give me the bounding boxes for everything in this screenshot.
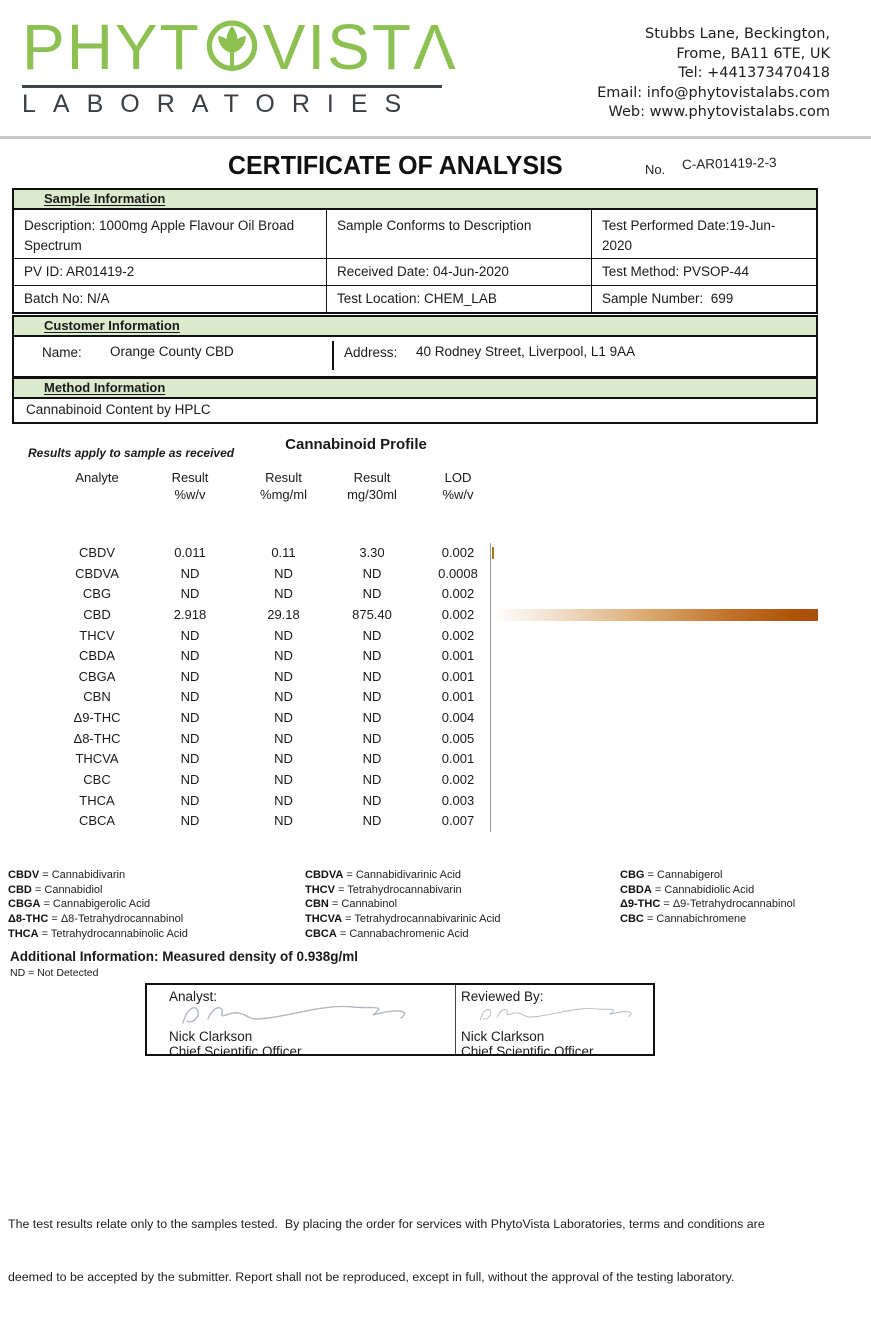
- sample-info-cell: Test Method: PVSOP-44: [592, 259, 816, 286]
- result-mg-30ml: ND: [362, 689, 382, 705]
- result-row: [52, 605, 871, 626]
- legend-entry: CBGA = Cannabigerolic Acid: [8, 898, 151, 911]
- result-mg-30ml: ND: [362, 792, 382, 808]
- result-mg-30ml: ND: [362, 771, 382, 787]
- sample-info-cell: Sample Number: 699: [602, 291, 734, 306]
- legend-entry: CBDV = Cannabidivarin: [8, 869, 126, 881]
- sample-information-heading: Sample Information: [14, 190, 816, 210]
- result-mg-30ml: 3.30: [359, 545, 385, 560]
- certificate-number: C-AR01419-2-3: [681, 154, 777, 173]
- analyte-name: THCV: [79, 627, 115, 643]
- sample-info-cell: Description: 1000mg Apple Flavour Oil Broad Spectrum: [14, 210, 327, 259]
- column-header: Result mg/30ml: [347, 470, 397, 502]
- header-divider: [0, 136, 871, 139]
- lod-value: 0.002: [441, 627, 475, 643]
- result-mg-ml: ND: [274, 627, 293, 643]
- reviewed-by-label: Reviewed By:: [461, 989, 544, 1004]
- result-pct-wv: ND: [180, 586, 200, 602]
- reviewer-title: Chief Scientific Officer: [461, 1044, 594, 1059]
- result-pct-wv: ND: [180, 648, 200, 664]
- sample-info-grid: [14, 210, 816, 312]
- result-mg-30ml: ND: [362, 751, 382, 767]
- analyte-name: CBCA: [78, 813, 116, 829]
- result-mg-30ml: ND: [362, 813, 382, 829]
- contact-web: Web: www.phytovistalabs.com: [608, 104, 830, 120]
- result-mg-ml: ND: [274, 730, 293, 746]
- result-row: [52, 667, 871, 688]
- customer-information-table: [12, 315, 818, 378]
- contact-phone: Tel: +441373470418: [678, 65, 830, 81]
- analyst-name: Nick Clarkson: [169, 1029, 253, 1044]
- sample-info-cell: Batch No: N/A: [14, 286, 327, 312]
- result-mg-ml: ND: [274, 689, 293, 705]
- column-header: Result %w/v: [171, 470, 209, 502]
- logo-divider: [22, 85, 442, 88]
- legend-column: [8, 868, 188, 942]
- analyte-name: Δ8-THC: [73, 730, 121, 746]
- legend-entry: CBN = Cannabinol: [305, 898, 398, 911]
- results-col-headers: [52, 469, 501, 503]
- lod-value: 0.005: [441, 730, 475, 746]
- result-mg-ml: 29.18: [267, 606, 300, 622]
- legend-entry: CBD = Cannabidiol: [8, 883, 103, 896]
- lod-value: 0.002: [441, 771, 475, 787]
- lod-value: 0.001: [441, 668, 475, 684]
- result-pct-wv: ND: [180, 792, 200, 808]
- reviewer-name: Nick Clarkson: [461, 1029, 545, 1044]
- result-row: [52, 791, 871, 812]
- results-rows: [0, 543, 871, 832]
- logo-wordmark: [22, 12, 458, 82]
- analyte-name: CBN: [83, 689, 111, 705]
- legend-entry: Δ9-THC = Δ9-Tetrahydrocannabinol: [620, 898, 796, 911]
- legend-entry: Δ8-THC = Δ8-Tetrahydrocannabinol: [8, 913, 184, 926]
- result-mg-30ml: ND: [362, 627, 382, 643]
- contact-address-line: Stubbs Lane, Beckington,: [645, 26, 830, 42]
- analyst-signature: [175, 996, 425, 1030]
- result-row: [52, 543, 871, 564]
- result-pct-wv: ND: [180, 730, 200, 746]
- analyte-name: CBDVA: [75, 565, 119, 581]
- result-row: [52, 564, 871, 585]
- result-mg-ml: ND: [274, 648, 293, 664]
- analyte-name: CBC: [83, 771, 111, 787]
- customer-address-label: Address:: [344, 345, 398, 360]
- contact-address-line: Frome, BA11 6TE, UK: [676, 45, 830, 62]
- analyte-name: CBG: [82, 586, 112, 602]
- sample-info-cell: Received Date: 04-Jun-2020: [327, 259, 592, 286]
- sample-information-table: [12, 188, 818, 314]
- legend-entry: THCA = Tetrahydrocannabinolic Acid: [8, 927, 188, 940]
- method-information-heading: Method Information: [14, 379, 816, 399]
- legend-column: [305, 868, 501, 942]
- result-mg-ml: ND: [274, 751, 293, 767]
- signature-column-divider: [455, 985, 456, 1054]
- disclaimer-line: deemed to be accepted by the submitter. Report shall not be reproduced, except in full, without the approval of the testing laboratory.: [8, 1269, 735, 1284]
- analyte-name: THCVA: [75, 751, 119, 767]
- concentration-bar: [492, 609, 818, 621]
- result-mg-30ml: ND: [362, 565, 382, 581]
- column-header: LOD %w/v: [442, 470, 474, 502]
- customer-name-value: Orange County CBD: [110, 344, 234, 359]
- result-mg-30ml: ND: [362, 710, 382, 725]
- result-mg-ml: ND: [274, 792, 293, 808]
- result-pct-wv: ND: [180, 565, 200, 581]
- analyst-title: Chief Scientific Officer: [169, 1044, 302, 1059]
- analyte-name: Δ9-THC: [73, 710, 121, 725]
- result-pct-wv: ND: [180, 771, 200, 787]
- sample-info-cell: Test Location: CHEM_LAB: [327, 286, 592, 312]
- result-mg-30ml: ND: [362, 648, 382, 664]
- result-pct-wv: ND: [180, 813, 200, 829]
- certificate-no-label: No.: [645, 162, 666, 177]
- column-header: Result %mg/ml: [260, 470, 307, 502]
- signature-box: [145, 983, 655, 1059]
- customer-name-label: Name:: [42, 345, 82, 360]
- disclaimer-line: The test results relate only to the samples tested. By placing the order for services with PhytoVista Laboratories, terms and conditions are: [8, 1217, 765, 1231]
- additional-information: Additional Information: Measured density of 0.938g/ml: [10, 949, 359, 964]
- leaf-in-circle-icon: [203, 19, 261, 77]
- lod-value: 0.001: [441, 689, 475, 705]
- method-information-table: [12, 377, 818, 424]
- disclaimer-text: [8, 1181, 858, 1321]
- legend-entry: CBDVA = Cannabidivarinic Acid: [305, 869, 462, 881]
- result-pct-wv: ND: [180, 668, 200, 684]
- method-name: Cannabinoid Content by HPLC: [26, 402, 211, 417]
- lod-value: 0.001: [441, 751, 475, 767]
- legend-column: [620, 868, 795, 927]
- result-row: [52, 646, 871, 667]
- result-mg-30ml: ND: [362, 586, 382, 602]
- analyte-name: CBDA: [78, 648, 116, 664]
- analyte-name: CBD: [83, 606, 111, 622]
- logo-word-2: VISTΛ: [262, 11, 458, 83]
- result-row: [52, 626, 871, 647]
- lod-value: 0.007: [441, 813, 475, 829]
- phytovista-logo: [22, 12, 458, 119]
- legend-entry: CBG = Cannabigerol: [620, 869, 723, 881]
- result-row: [52, 770, 871, 791]
- nd-definition: ND = Not Detected: [10, 967, 99, 979]
- result-mg-ml: ND: [274, 771, 293, 787]
- result-mg-30ml: ND: [362, 730, 382, 746]
- lod-value: 0.002: [441, 545, 475, 560]
- analyst-label: Analyst:: [169, 989, 218, 1004]
- legend-entry: THCV = Tetrahydrocannabivarin: [305, 883, 462, 896]
- result-row: [52, 687, 871, 708]
- lod-value: 0.003: [441, 792, 475, 808]
- result-row: [52, 584, 871, 605]
- analyte-name: THCA: [79, 792, 115, 808]
- legend-entry: CBCA = Cannabachromenic Acid: [305, 927, 469, 940]
- cannabinoid-profile-title: Cannabinoid Profile: [285, 436, 427, 453]
- customer-address-value: 40 Rodney Street, Liverpool, L1 9AA: [416, 344, 636, 359]
- result-row: [52, 811, 871, 832]
- lod-value: 0.001: [441, 648, 475, 664]
- result-pct-wv: ND: [180, 710, 200, 725]
- lod-value: 0.0008: [438, 565, 478, 581]
- result-pct-wv: 0.011: [174, 545, 206, 560]
- result-mg-30ml: 875.40: [352, 606, 392, 622]
- result-mg-30ml: ND: [362, 668, 382, 684]
- result-mg-ml: ND: [274, 813, 293, 829]
- customer-column-divider: [332, 341, 334, 370]
- column-header: Analyte: [75, 470, 119, 485]
- lod-value: 0.002: [441, 606, 475, 622]
- result-row: [52, 708, 871, 729]
- document-title: CERTIFICATE OF ANALYSIS: [228, 150, 563, 180]
- lod-value: 0.004: [441, 710, 475, 725]
- sample-info-cell: PV ID: AR01419-2: [14, 259, 327, 286]
- analyte-name: CBGA: [78, 668, 116, 684]
- lab-contact-block: [597, 25, 830, 123]
- logo-word-1: PHYT: [22, 11, 201, 83]
- result-pct-wv: ND: [180, 751, 200, 767]
- reviewer-signature: [475, 996, 645, 1030]
- lod-value: 0.002: [441, 586, 475, 602]
- analyte-name: CBDV: [78, 545, 116, 560]
- result-mg-ml: ND: [274, 710, 293, 725]
- concentration-bar: [492, 547, 494, 559]
- customer-row: [14, 337, 816, 376]
- result-mg-ml: ND: [274, 565, 293, 581]
- result-row: [52, 749, 871, 770]
- sample-info-cell: Test Performed Date:19-Jun-2020: [592, 210, 816, 259]
- result-pct-wv: ND: [180, 627, 200, 643]
- result-mg-ml: ND: [274, 668, 293, 684]
- legend-entry: CBDA = Cannabidiolic Acid: [620, 883, 755, 896]
- sample-info-cell: Sample Conforms to Description: [327, 210, 592, 259]
- result-mg-ml: ND: [274, 586, 293, 602]
- legend-entry: CBC = Cannabichromene: [620, 913, 747, 926]
- result-pct-wv: 2.918: [173, 606, 207, 622]
- contact-email: Email: info@phytovistalabs.com: [597, 84, 830, 101]
- logo-subtitle: LABORATORIES: [22, 90, 419, 118]
- legend-entry: THCVA = Tetrahydrocannabivarinic Acid: [305, 913, 501, 926]
- sample-as-received-note: Results apply to sample as received: [28, 446, 235, 460]
- results-table: [0, 543, 871, 832]
- result-mg-ml: 0.11: [271, 545, 296, 560]
- customer-information-heading: Customer Information: [14, 317, 816, 337]
- result-row: [52, 729, 871, 750]
- result-pct-wv: ND: [180, 689, 200, 705]
